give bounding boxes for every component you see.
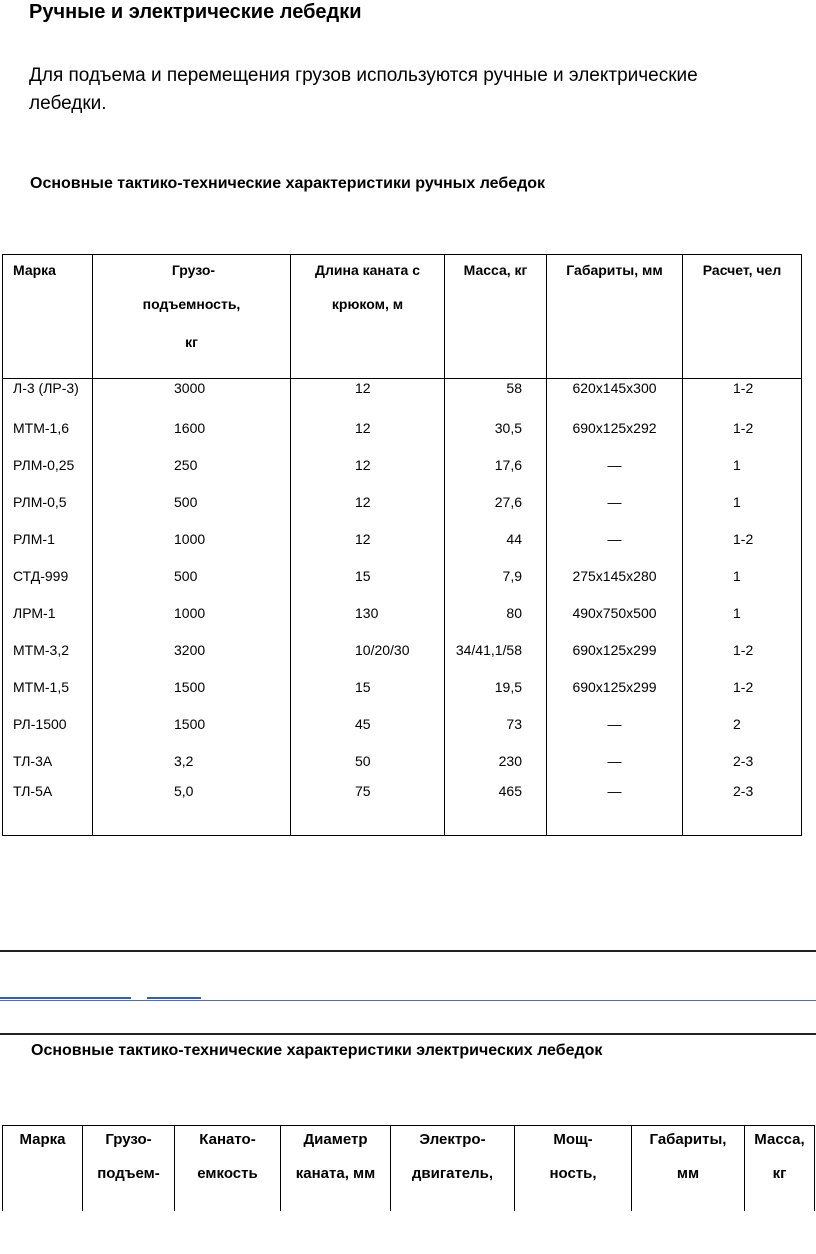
manual-winches-caption: Основные тактико-технические характеристики ручных лебедок bbox=[30, 175, 546, 192]
electric-winches-caption: Основные тактико-технические характеристики электрических лебедок bbox=[31, 1042, 603, 1059]
cell-capacity: 1500 bbox=[93, 705, 291, 742]
cell-mass: 30,5 bbox=[445, 409, 547, 446]
header-cell-brand: Марка bbox=[3, 255, 93, 379]
link-underline[interactable] bbox=[0, 997, 131, 999]
table-row bbox=[3, 668, 802, 705]
cell-capacity: 1000 bbox=[93, 520, 291, 557]
cell-capacity: 5,0 bbox=[93, 779, 291, 836]
cell-crew: 2-3 bbox=[683, 742, 802, 779]
cell-mass: 73 bbox=[445, 705, 547, 742]
header-cell-motor: Электро- двигатель, bbox=[391, 1126, 515, 1212]
cell-rope-length: 50 bbox=[291, 742, 445, 779]
cell-rope-length: 45 bbox=[291, 705, 445, 742]
cell-dimensions: 690x125x299 bbox=[547, 631, 683, 668]
cell-crew: 1 bbox=[683, 446, 802, 483]
table-row bbox=[3, 779, 802, 836]
cell-rope-length: 75 bbox=[291, 779, 445, 836]
cell-brand: РЛ-1500 bbox=[3, 705, 93, 742]
cell-rope-length: 12 bbox=[291, 446, 445, 483]
cell-dimensions: — bbox=[547, 779, 683, 836]
cell-brand: РЛМ-0,5 bbox=[3, 483, 93, 520]
cell-capacity: 250 bbox=[93, 446, 291, 483]
cell-rope-length: 12 bbox=[291, 483, 445, 520]
cell-capacity: 3000 bbox=[93, 379, 291, 410]
header-cell-mass: Масса, кг bbox=[745, 1126, 815, 1212]
header-cell-rope-capacity: Канато- емкость bbox=[175, 1126, 281, 1212]
cell-rope-length: 12 bbox=[291, 379, 445, 410]
cell-dimensions: — bbox=[547, 742, 683, 779]
horizontal-divider bbox=[0, 950, 816, 952]
cell-mass: 19,5 bbox=[445, 668, 547, 705]
cell-dimensions: — bbox=[547, 446, 683, 483]
cell-brand: СТД-999 bbox=[3, 557, 93, 594]
cell-capacity: 1000 bbox=[93, 594, 291, 631]
horizontal-divider bbox=[0, 1000, 816, 1001]
cell-rope-length: 15 bbox=[291, 668, 445, 705]
cell-crew: 1-2 bbox=[683, 379, 802, 410]
cell-dimensions: 620x145x300 bbox=[547, 379, 683, 410]
table-row bbox=[3, 520, 802, 557]
table-row bbox=[3, 631, 802, 668]
table-row bbox=[3, 594, 802, 631]
cell-mass: 7,9 bbox=[445, 557, 547, 594]
table-row bbox=[3, 379, 802, 410]
cell-rope-length: 10/20/30 bbox=[291, 631, 445, 668]
cell-crew: 1-2 bbox=[683, 631, 802, 668]
cell-mass: 17,6 bbox=[445, 446, 547, 483]
cell-capacity: 3,2 bbox=[93, 742, 291, 779]
cell-crew: 1-2 bbox=[683, 520, 802, 557]
table-row bbox=[3, 446, 802, 483]
cell-mass: 27,6 bbox=[445, 483, 547, 520]
cell-brand: РЛМ-0,25 bbox=[3, 446, 93, 483]
header-cell-rope-diameter: Диаметр каната, мм bbox=[281, 1126, 391, 1212]
header-cell-capacity: Грузо- подъем- bbox=[83, 1126, 175, 1212]
link-underline[interactable] bbox=[147, 997, 201, 999]
cell-crew: 2-3 bbox=[683, 779, 802, 836]
cell-mass: 34/41,1/58 bbox=[445, 631, 547, 668]
cell-mass: 80 bbox=[445, 594, 547, 631]
intro-paragraph: Для подъема и перемещения грузов используются ручные и электрические лебедки. bbox=[29, 65, 698, 114]
table-row bbox=[3, 705, 802, 742]
cell-crew: 2 bbox=[683, 705, 802, 742]
cell-dimensions: 690x125x292 bbox=[547, 409, 683, 446]
cell-dimensions: 690x125x299 bbox=[547, 668, 683, 705]
cell-rope-length: 12 bbox=[291, 409, 445, 446]
cell-rope-length: 15 bbox=[291, 557, 445, 594]
cell-dimensions: 490x750x500 bbox=[547, 594, 683, 631]
cell-brand: ТЛ-5А bbox=[3, 779, 93, 836]
header-cell-dimensions: Габариты, мм bbox=[547, 255, 683, 379]
cell-dimensions: — bbox=[547, 520, 683, 557]
header-cell-power: Мощ- ность, bbox=[515, 1126, 632, 1212]
cell-brand: МТМ-3,2 bbox=[3, 631, 93, 668]
cell-brand: РЛМ-1 bbox=[3, 520, 93, 557]
cell-capacity: 500 bbox=[93, 557, 291, 594]
cell-capacity: 3200 bbox=[93, 631, 291, 668]
header-cell-capacity: Грузо- подъемность, кг bbox=[93, 255, 291, 379]
cell-brand: МТМ-1,6 bbox=[3, 409, 93, 446]
cell-brand: Л-3 (ЛР-3) bbox=[3, 379, 93, 410]
page-title: Ручные и электрические лебедки bbox=[29, 1, 362, 23]
table-header-row bbox=[3, 255, 802, 379]
cell-brand: ЛРМ-1 bbox=[3, 594, 93, 631]
manual-winches-table bbox=[2, 254, 802, 836]
cell-mass: 44 bbox=[445, 520, 547, 557]
electric-winches-table bbox=[2, 1125, 815, 1211]
cell-mass: 230 bbox=[445, 742, 547, 779]
cell-rope-length: 12 bbox=[291, 520, 445, 557]
horizontal-divider bbox=[0, 1033, 816, 1035]
header-cell-dimensions: Габариты, мм bbox=[632, 1126, 745, 1212]
header-cell-mass: Масса, кг bbox=[445, 255, 547, 379]
cell-brand: МТМ-1,5 bbox=[3, 668, 93, 705]
cell-crew: 1 bbox=[683, 557, 802, 594]
cell-dimensions: 275x145x280 bbox=[547, 557, 683, 594]
table-row bbox=[3, 483, 802, 520]
cell-crew: 1-2 bbox=[683, 668, 802, 705]
cell-capacity: 1500 bbox=[93, 668, 291, 705]
header-cell-rope-length: Длина каната с крюком, м bbox=[291, 255, 445, 379]
cell-dimensions: — bbox=[547, 483, 683, 520]
table-row bbox=[3, 742, 802, 779]
header-cell-brand: Марка bbox=[3, 1126, 83, 1212]
cell-dimensions: — bbox=[547, 705, 683, 742]
table-header-row bbox=[3, 1126, 815, 1212]
cell-capacity: 500 bbox=[93, 483, 291, 520]
table-row bbox=[3, 557, 802, 594]
cell-crew: 1-2 bbox=[683, 409, 802, 446]
cell-mass: 58 bbox=[445, 379, 547, 410]
table-row bbox=[3, 409, 802, 446]
cell-capacity: 1600 bbox=[93, 409, 291, 446]
cell-rope-length: 130 bbox=[291, 594, 445, 631]
header-cell-crew: Расчет, чел bbox=[683, 255, 802, 379]
cell-brand: ТЛ-3А bbox=[3, 742, 93, 779]
cell-crew: 1 bbox=[683, 594, 802, 631]
cell-crew: 1 bbox=[683, 483, 802, 520]
cell-mass: 465 bbox=[445, 779, 547, 836]
